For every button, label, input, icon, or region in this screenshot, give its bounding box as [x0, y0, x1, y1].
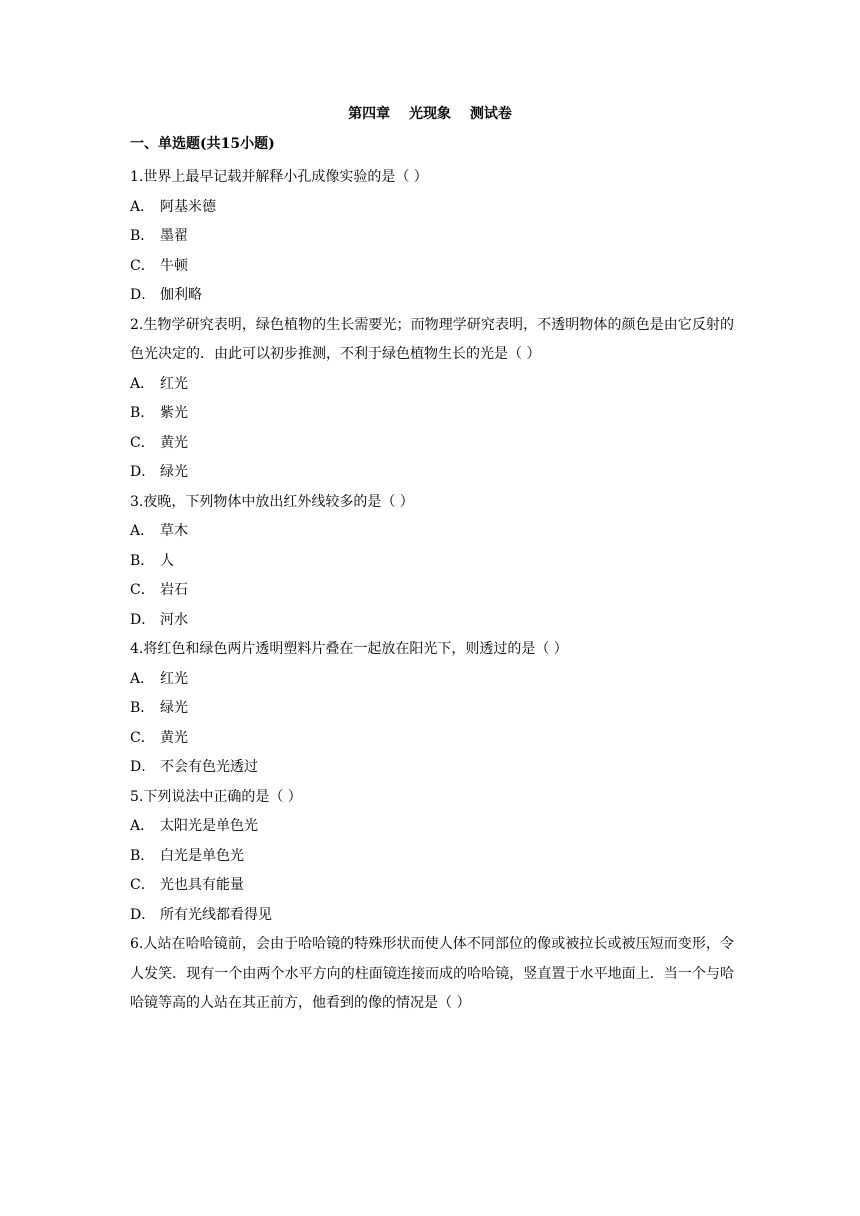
option-letter: C． [130, 434, 155, 451]
option-letter: A． [130, 375, 155, 392]
question-5-option [130, 812, 734, 842]
option-text: 绿光 [160, 700, 188, 716]
question-5-option [130, 871, 734, 901]
option-letter: B． [130, 228, 155, 244]
option-letter: B． [130, 700, 155, 716]
question-3-text: 3.夜晚，下列物体中放出红外线较多的是（ ） [130, 493, 414, 510]
option-letter: C． [130, 877, 155, 893]
section-heading: 一、单选题(共15小题) [130, 136, 275, 152]
question-2-text: 2.生物学研究表明，绿色植物的生长需要光；而物理学研究表明，不透明物体的颜色是由它反射的色光决定的．由此可以初步推测，不利于绿色植物生长的光是（ ） [130, 316, 734, 362]
option-letter: D． [130, 759, 156, 775]
question-6-text: 6.人站在哈哈镜前，会由于哈哈镜的特殊形状而使人体不同部位的像或被拉长或被压短而变形，令人发笑．现有一个由两个水平方向的柱面镜连接而成的哈哈镜，竖直置于水平地面上．当一个与哈哈镜等高的人站在其正前方，他看到的像的情况是（ ） [130, 936, 734, 1011]
question-4-option [130, 724, 734, 754]
question-2-option [130, 458, 734, 488]
page-title: 第四章 光现象 测试卷 [348, 106, 512, 122]
option-letter: D． [130, 287, 156, 303]
option-text: 所有光线都看得见 [160, 906, 272, 923]
question-list [130, 163, 734, 1019]
question-3-option [130, 576, 734, 606]
option-letter: B． [130, 847, 155, 864]
option-text: 黄光 [160, 729, 188, 746]
option-text: 不会有色光透过 [160, 759, 258, 775]
option-letter: D． [130, 611, 156, 628]
question-1-option [130, 222, 734, 252]
option-text: 白光是单色光 [160, 847, 244, 864]
question-5-text: 5.下列说法中正确的是（ ） [130, 788, 302, 805]
option-letter: A． [130, 523, 155, 539]
option-text: 伽利略 [160, 287, 202, 303]
option-letter: B． [130, 405, 155, 421]
option-text: 紫光 [160, 405, 188, 421]
question-3-option [130, 517, 734, 547]
option-letter: D． [130, 906, 156, 923]
option-text: 草木 [160, 523, 188, 539]
question-4-option [130, 694, 734, 724]
question-1-option [130, 281, 734, 311]
question-4-option [130, 753, 734, 783]
question-4-option [130, 665, 734, 695]
option-text: 墨翟 [160, 228, 188, 244]
question-3-option [130, 606, 734, 636]
option-text: 牛顿 [160, 257, 188, 274]
option-letter: A． [130, 198, 155, 215]
option-letter: C． [130, 582, 155, 598]
option-letter: C． [130, 729, 155, 746]
option-text: 红光 [160, 670, 188, 687]
question-2-option [130, 370, 734, 400]
option-letter: D． [130, 464, 156, 480]
option-text: 太阳光是单色光 [160, 818, 258, 834]
option-letter: A． [130, 670, 155, 687]
option-text: 绿光 [160, 464, 188, 480]
question-1-option [130, 252, 734, 282]
question-4-text: 4.将红色和绿色两片透明塑料片叠在一起放在阳光下，则透过的是（ ） [130, 641, 568, 657]
question-1-text: 1.世界上最早记载并解释小孔成像实验的是（ ） [130, 169, 428, 185]
option-text: 阿基米德 [160, 198, 216, 215]
question-2-option [130, 429, 734, 459]
question-3-option [130, 547, 734, 577]
option-letter: B． [130, 552, 155, 569]
option-text: 岩石 [160, 582, 188, 598]
question-1-option [130, 193, 734, 223]
option-text: 河水 [160, 611, 188, 628]
option-text: 光也具有能量 [160, 877, 244, 893]
question-2-option [130, 399, 734, 429]
question-5-option [130, 842, 734, 872]
option-letter: C． [130, 257, 155, 274]
option-text: 红光 [160, 375, 188, 392]
option-text: 人 [160, 552, 174, 569]
option-text: 黄光 [160, 434, 188, 451]
option-letter: A． [130, 818, 155, 834]
question-5-option [130, 901, 734, 931]
